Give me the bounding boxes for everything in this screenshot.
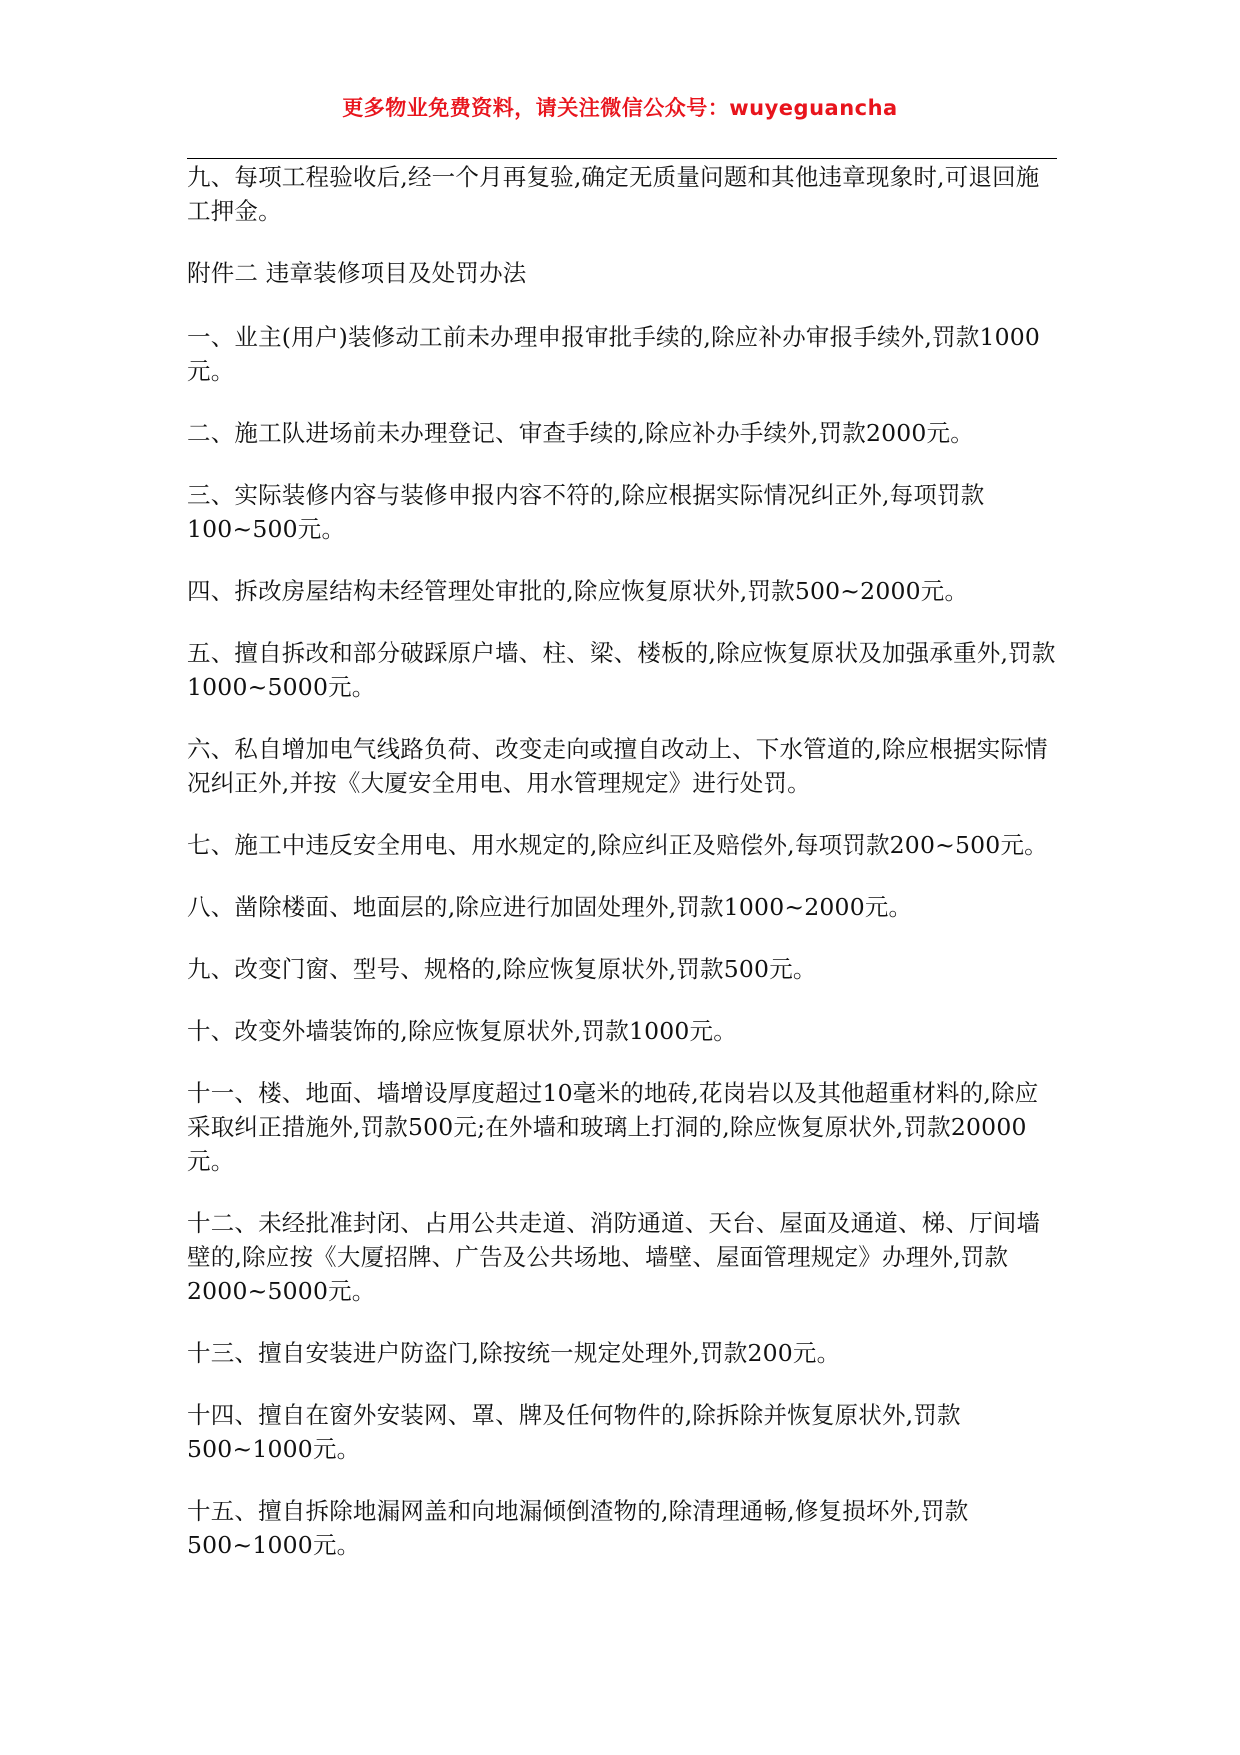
list-item: 四、拆改房屋结构未经管理处审批的,除应恢复原状外,罚款500~2000元。 (187, 577, 969, 605)
list-item: 三、实际装修内容与装修申报内容不符的,除应根据实际情况纠正外,每项罚款100~500元。 (187, 481, 985, 543)
list-item: 二、施工队进场前未办理登记、审查手续的,除应补办手续外,罚款2000元。 (187, 419, 974, 447)
list-item: 九、改变门窗、型号、规格的,除应恢复原状外,罚款500元。 (187, 955, 817, 983)
document-body (187, 160, 1057, 1590)
list-item: 七、施工中违反安全用电、用水规定的,除应纠正及赔偿外,每项罚款200~500元。 (187, 831, 1048, 859)
list-item: 十五、擅自拆除地漏网盖和向地漏倾倒渣物的,除清理通畅,修复损坏外,罚款500~1000元。 (187, 1497, 969, 1559)
list-item: 五、擅自拆改和部分破踩原户墙、柱、梁、楼板的,除应恢复原状及加强承重外,罚款1000~5000元。 (187, 639, 1056, 701)
list-item: 六、私自增加电气线路负荷、改变走向或擅自改动上、下水管道的,除应根据实际情况纠正外,并按《大厦安全用电、用水管理规定》进行处罚。 (187, 735, 1048, 797)
promo-header: 更多物业免费资料，请关注微信公众号：wuyeguancha (342, 96, 898, 120)
list-item: 十二、未经批准封闭、占用公共走道、消防通道、天台、屋面及通道、梯、厅间墙壁的,除应按《大厦招牌、广告及公共场地、墙壁、屋面管理规定》办理外,罚款2000~5000元。 (187, 1209, 1041, 1305)
header-divider (187, 158, 1057, 159)
section-title: 附件二 违章装修项目及处罚办法 (187, 259, 527, 287)
paragraph-refund-deposit: 九、每项工程验收后,经一个月再复验,确定无质量问题和其他违章现象时,可退回施工押金。 (187, 163, 1040, 225)
list-item: 十、改变外墙装饰的,除应恢复原状外,罚款1000元。 (187, 1017, 737, 1045)
list-item: 十三、擅自安装进户防盗门,除按统一规定处理外,罚款200元。 (187, 1339, 841, 1367)
list-item: 一、业主(用户)装修动工前未办理申报审批手续的,除应补办审报手续外,罚款1000元。 (187, 323, 1041, 385)
list-item: 十四、擅自在窗外安装网、罩、牌及任何物件的,除拆除并恢复原状外,罚款500~1000元。 (187, 1401, 961, 1463)
list-item: 八、凿除楼面、地面层的,除应进行加固处理外,罚款1000~2000元。 (187, 893, 913, 921)
list-item: 十一、楼、地面、墙增设厚度超过10毫米的地砖,花岗岩以及其他超重材料的,除应采取纠正措施外,罚款500元;在外墙和玻璃上打洞的,除应恢复原状外,罚款20000元。 (187, 1079, 1039, 1175)
